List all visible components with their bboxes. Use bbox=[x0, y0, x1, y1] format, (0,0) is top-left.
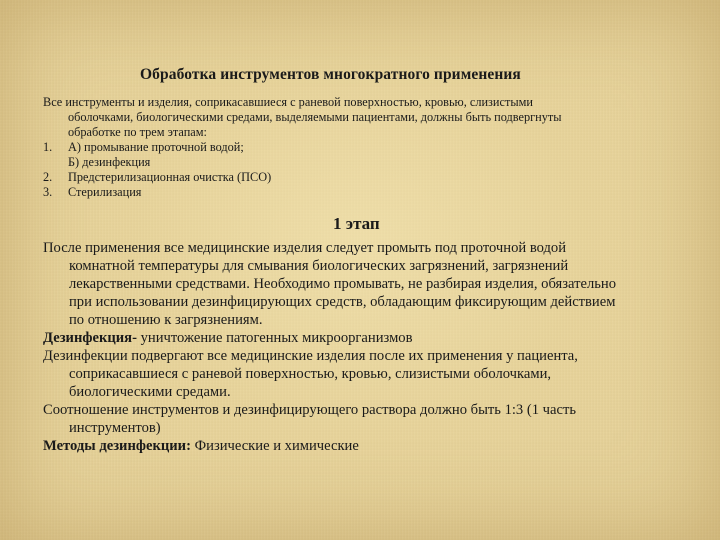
intro-line: Все инструменты и изделия, соприкасавшиеся с раневой поверхностью, кровью, слизистыми bbox=[43, 95, 533, 109]
paragraph-line: по отношению к загрязнениям. bbox=[69, 312, 263, 328]
stage-body bbox=[43, 239, 683, 455]
intro-block bbox=[43, 95, 643, 200]
step-item bbox=[43, 170, 643, 185]
step-number: 2. bbox=[43, 170, 53, 184]
paragraph-line: Дезинфекции подвергают все медицинские изделия после их применения у пациента, bbox=[43, 348, 578, 364]
paragraph-line: лекарственными средствами. Необходимо промывать, не разбирая изделия, обязательно bbox=[69, 276, 617, 292]
definition-line bbox=[43, 329, 683, 347]
paragraph-line: После применения все медицинские изделия следует промыть под проточной водой bbox=[43, 240, 567, 256]
methods-line bbox=[43, 437, 683, 455]
stage-heading: 1 этап bbox=[333, 214, 380, 233]
paragraph-line: при использовании дезинфицирующих средств, обладающим фиксирующим действием bbox=[69, 294, 616, 310]
paragraph-line: соприкасавшиеся с раневой поверхностью, кровью, слизистыми оболочками, bbox=[69, 366, 552, 382]
step-number: 3. bbox=[43, 185, 53, 199]
step-text: Стерилизация bbox=[68, 185, 142, 199]
paragraph-line: комнатной температуры для смывания биологических загрязнений, загрязнений bbox=[69, 258, 569, 274]
paragraph-line: инструментов) bbox=[69, 420, 161, 436]
paragraph-line: биологическими средами. bbox=[69, 384, 231, 400]
definition-term: Дезинфекция- bbox=[43, 330, 137, 346]
intro-line: оболочками, биологическими средами, выделяемыми пациентами, должны быть подвергнуты bbox=[68, 110, 562, 124]
methods-text: Физические и химические bbox=[190, 438, 359, 454]
step-item bbox=[43, 155, 643, 170]
step-text: Предстерилизационная очистка (ПСО) bbox=[68, 170, 272, 184]
step-item bbox=[43, 185, 643, 200]
step-text: А) промывание проточной водой; bbox=[68, 140, 244, 154]
intro-line: обработке по трем этапам: bbox=[68, 125, 207, 139]
definition-text: уничтожение патогенных микроорганизмов bbox=[136, 330, 413, 346]
slide-title: Обработка инструментов многократного применения bbox=[140, 66, 521, 83]
paragraph-line: Соотношение инструментов и дезинфицирующего раствора должно быть 1:3 (1 часть bbox=[43, 402, 577, 418]
methods-term: Методы дезинфекции: bbox=[43, 438, 191, 454]
step-number: 1. bbox=[43, 140, 53, 154]
step-item bbox=[43, 140, 643, 155]
step-text: Б) дезинфекция bbox=[68, 155, 151, 169]
